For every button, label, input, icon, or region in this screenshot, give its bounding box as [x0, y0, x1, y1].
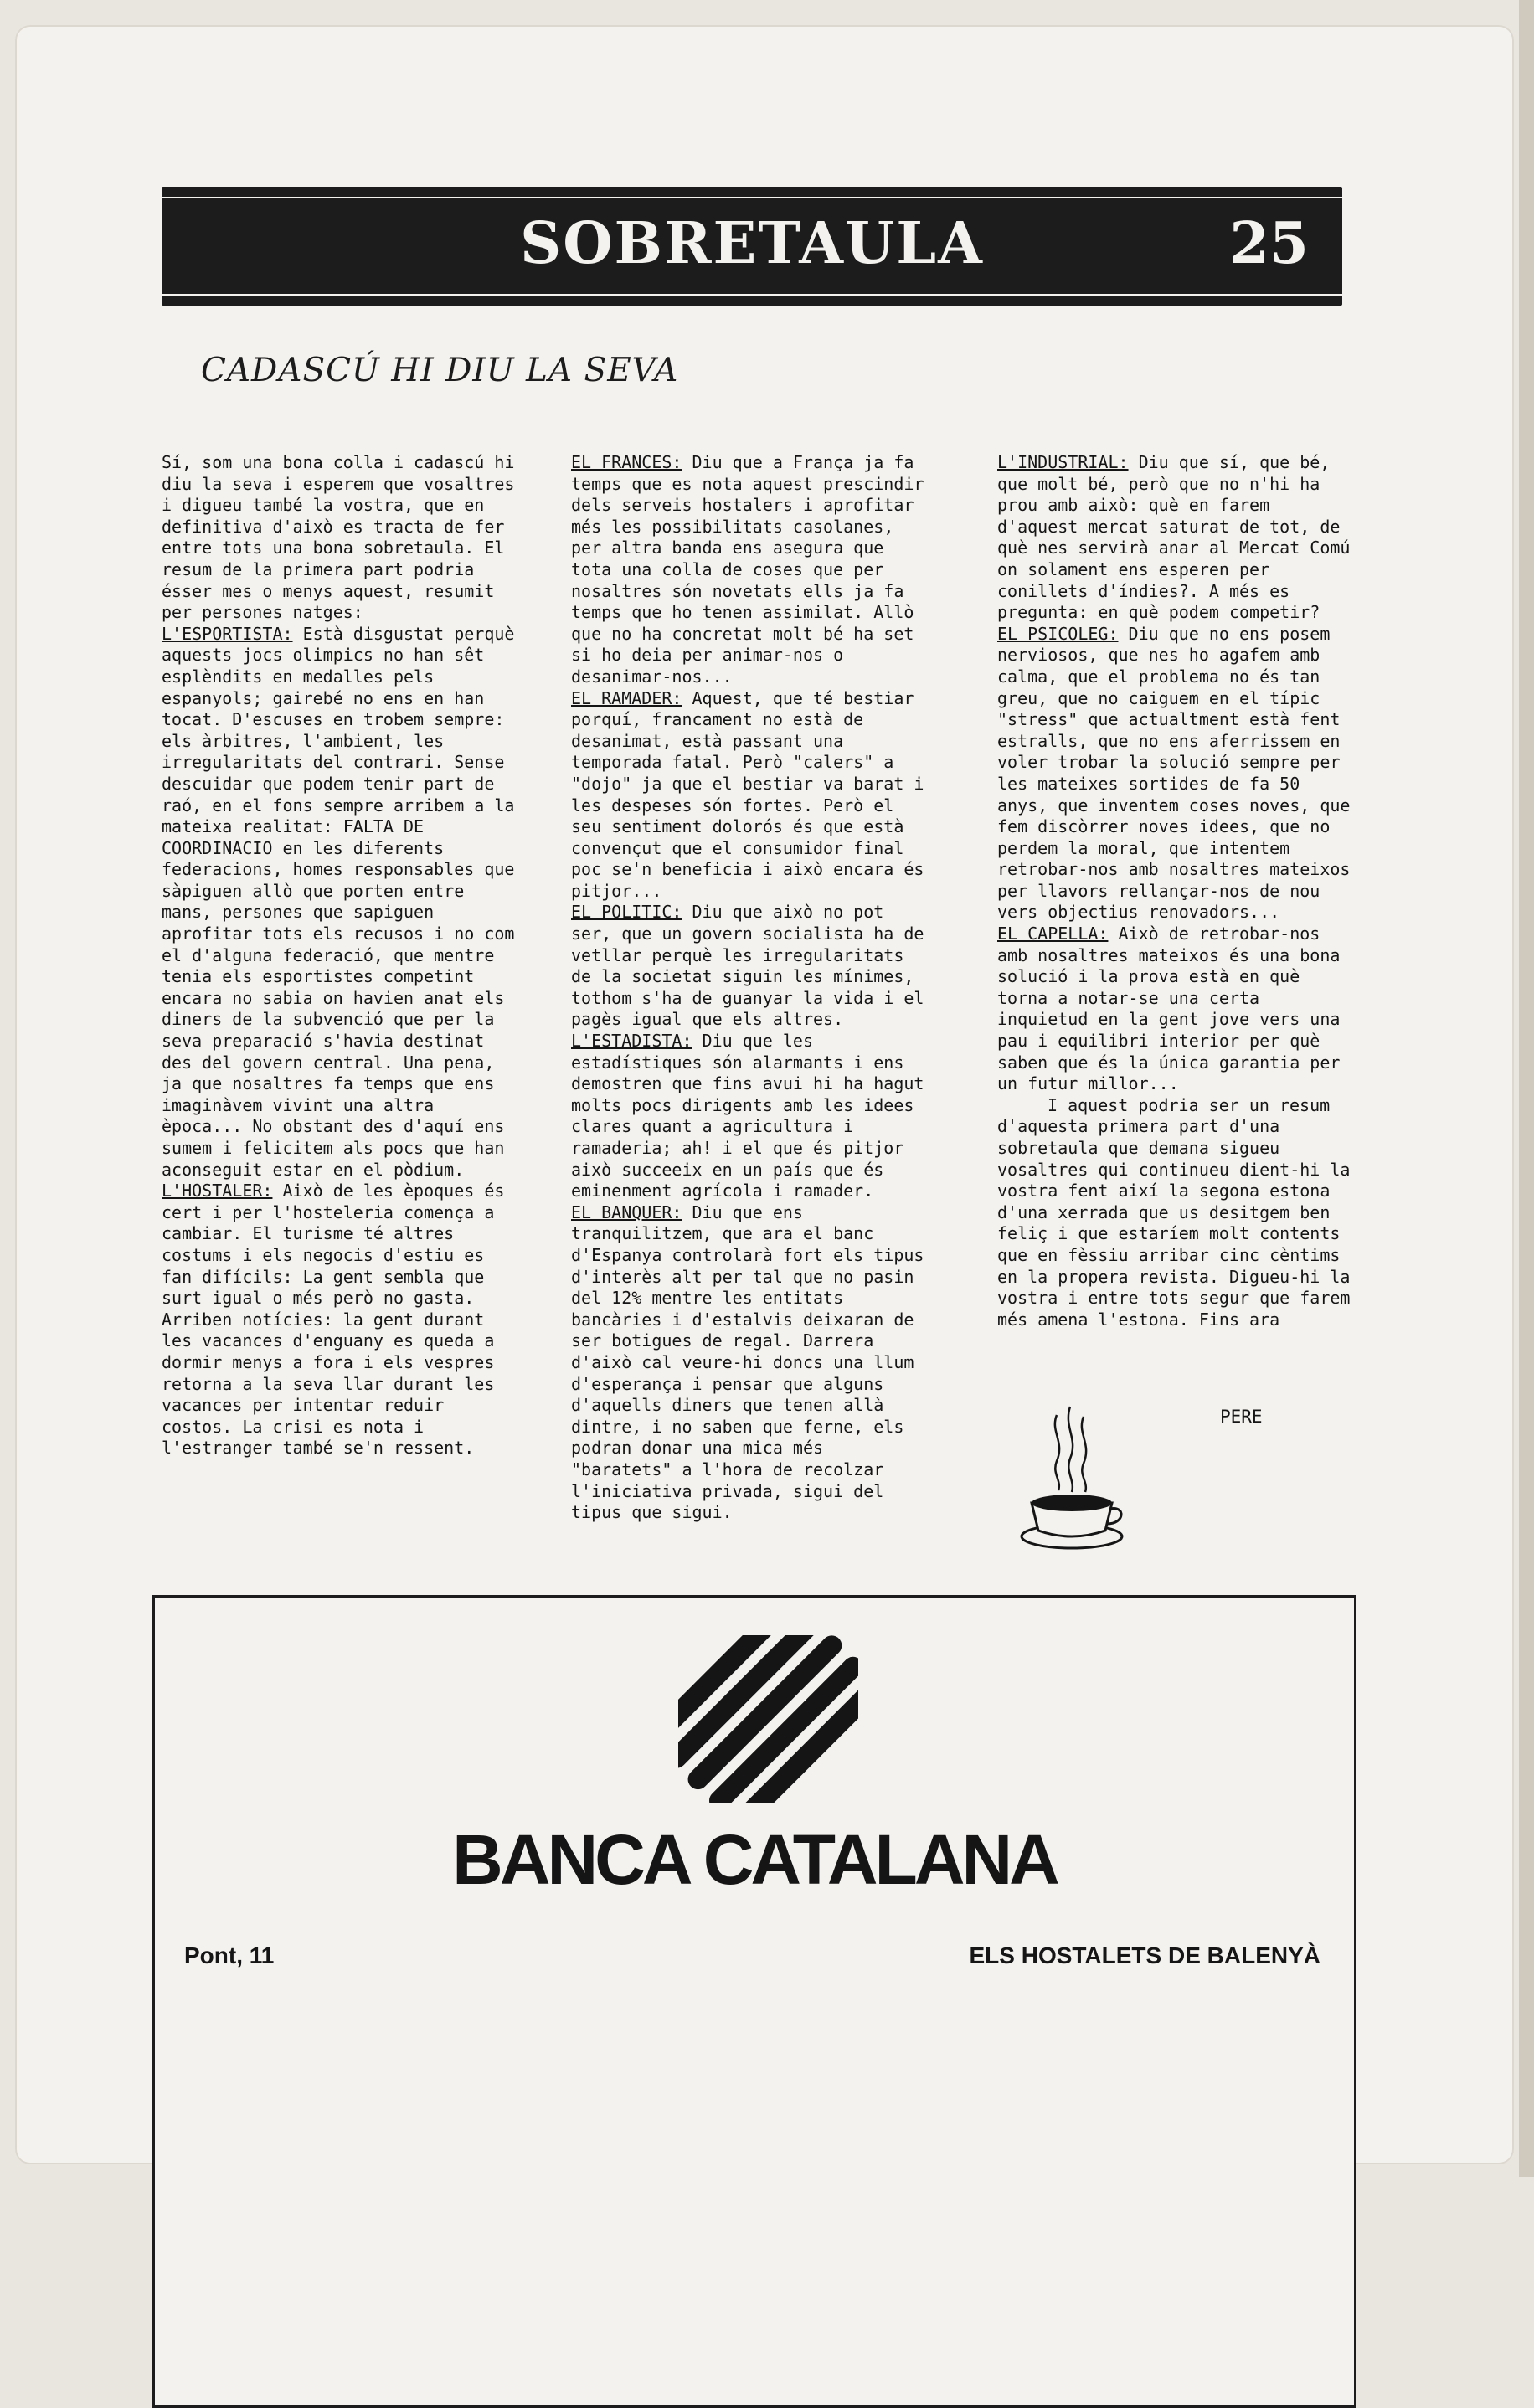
page-number: 25: [1229, 210, 1309, 277]
paragraph-text: Diu que això no pot ser, que un govern socialista ha de vetllar perquè les irregularitats de la societat siguin les mínimes, tothom s'ha de guanyar la vida i el pagès igual que els altres.: [571, 902, 924, 1030]
paragraph-text: Diu que a França ja fa temps que es nota aquest prescindir dels serveis hostalers i aprofitar més les possibilitats casolanes, per altra banda ens asegura que tota una colla de coses que per nosaltres són novetats ells ja fa temps que ho tenen assimilat. Allò que no ha concretat molt bé ha set si ho deia per animar-nos o desanimar-nos...: [571, 452, 924, 687]
speaker-label: L'ESTADISTA:: [571, 1031, 692, 1052]
article-paragraph: [571, 902, 924, 1031]
article-column-3: [997, 452, 1351, 1330]
bank-address: Pont, 11: [184, 1942, 275, 1968]
paragraph-text: Diu que les estadístiques són alarmants i ens demostren que fins avui hi ha hagut molts pocs dirigents amb les idees clares quant a agricultura i ramaderia; ah! i el que és pitjor això succeeix en un país que és eminenment agrícola i ramader.: [571, 1031, 924, 1201]
banca-catalana-ad: [152, 1595, 1356, 2408]
paragraph-text: I aquest podria ser un resum d'aquesta primera part d'una sobretaula que demana sigueu vosaltres qui continueu dient-hi la vostra fent així la segona estona d'una xerrada que us desitgem ben feliç i que estaríem molt contents que en fèssiu arribar cinc cèntims en la propera revista. Digueu-hi la vostra i entre tots segur que farem més amena l'estona. Fins ara: [997, 1094, 1351, 1330]
article-paragraph: [571, 452, 924, 688]
article-paragraph: [162, 452, 515, 624]
article-paragraph: [997, 452, 1351, 624]
article-paragraph: [571, 1031, 924, 1202]
paragraph-text: Diu que sí, que bé, que molt bé, però que no n'hi ha prou amb això: què en farem d'aquest mercat saturat de tot, de què nes servirà anar al Mercat Comú on solament ens esperen per conillets d'índies?. A més es pregunta: en què podem competir?: [997, 452, 1351, 623]
speaker-label: EL RAMADER:: [571, 687, 682, 708]
paragraph-text: Diu que no ens posem nerviosos, que nes ho agafem amb calma, que el problema no és tan greu, que no caiguem en el típic "stress" que actualtment està fent estralls, que no ens aferrissem en voler trobar la solució sempre per les mateixes sortides de fa 50 anys, que inventem coses noves, que fem discòrrer noves idees, que no perdem la moral, que intentem retrobar-nos amb nosaltres mateixos per llavors rellançar-nos de nou vers objectius renovadors...: [997, 623, 1351, 923]
article-paragraph: [997, 924, 1351, 1095]
banca-catalana-logo-icon: [678, 1635, 858, 1803]
speaker-label: L'ESPORTISTA:: [162, 623, 293, 644]
article-paragraph: [571, 688, 924, 903]
coffee-cup-icon: [1013, 1398, 1130, 1553]
speaker-label: EL FRANCES:: [571, 452, 682, 472]
article-signature: PERE: [1220, 1407, 1263, 1427]
paragraph-text: Diu que ens tranquilitzem, que ara el banc d'Espanya controlarà fort els tipus d'interès alt per tal que no pasin del 12% mentre les entitats bancàries i d'estalvis deixaran de ser botigues de regal. Darrera d'això cal veure-hi doncs una llum d'esperança i pensar que alguns d'aquells diners que tenen allà dintre, i no saben que ferne, els podran donar una mica més "baratets" a l'hora de recolzar l'iniciativa privada, sigui del tipus que sigui.: [571, 1201, 924, 1523]
speaker-label: EL CAPELLA:: [997, 924, 1109, 944]
paragraph-text: Sí, som una bona colla i cadascú hi diu la seva i esperem que vosaltres i digueu també la vostra, que en definitiva d'això es tracta de fer entre tots una bona sobretaula. El resum de la primera part podria ésser mes o menys aquest, resumit per persones natges:: [162, 452, 515, 623]
article-paragraph: [162, 624, 515, 1181]
bank-town: ELS HOSTALETS DE BALENYÀ: [969, 1942, 1320, 1968]
article-paragraph: [997, 1095, 1351, 1331]
section-title: SOBRETAULA: [520, 210, 984, 277]
speaker-label: EL POLITIC:: [571, 902, 682, 923]
article-paragraph: [162, 1181, 515, 1459]
paragraph-text: Aquest, que té bestiar porquí, francament no està de desanimat, està passant una temporada fatal. Però "calers" a "dojo" ja que el bestiar va barat i les despeses són fortes. Però el seu sentiment dolorós és que està convençut que el consumidor final poc se'n beneficia i això encara és pitjor...: [571, 687, 924, 901]
article-column-1: [162, 452, 515, 1459]
header-rule-top: [162, 197, 1342, 198]
article-paragraph: [997, 624, 1351, 924]
speaker-label: EL PSICOLEG:: [997, 623, 1119, 644]
paragraph-text: Està disgustat perquè aquests jocs olimpics no han sêt esplèndits en medalles pels espanyols; gairebé no ens en han tocat. D'escuses en trobem sempre: els àrbitres, l'ambient, les irregularitats del contrari. Sense descuidar que podem tenir part de raó, en el fons sempre arribem a la mateixa realitat: FALTA DE COORDINACIO en les diferents federacions, homes responsables que sàpiguen allò que porten entre mans, persones que sapiguen aprofitar tots els recusos i no com el d'alguna federació, que mentre tenia els esportistes competint encara no sabia on havien anat els diners de la subvenció que per la seva preparació s'havia destinat des del govern central. Una pena, ja que nosaltres fa temps que ens imaginàvem vivint una altra època... No obstant des d'aquí ens sumem i felicitem als pocs que han aconseguit estar en el pòdium.: [162, 623, 515, 1180]
page-edge: [1519, 0, 1534, 2177]
article-paragraph: [571, 1202, 924, 1524]
bank-name: BANCA CATALANA: [452, 1820, 1057, 1899]
article-column-2: [571, 452, 924, 1524]
paragraph-text: Això de les èpoques és cert i per l'hosteleria comença a cambiar. El turisme té altres costums i els negocis d'estiu es fan difícils: La gent sembla que surt igual o més però no gasta. Arriben notícies: la gent durant les vacances d'enguany es queda a dormir menys a fora i els vespres retorna a la seva llar durant les vacances per intentar reduir costos. La crisi es nota i l'estranger també se'n ressent.: [162, 1181, 505, 1459]
speaker-label: EL BANQUER:: [571, 1201, 682, 1222]
section-header: [162, 187, 1342, 306]
header-rule-bottom: [162, 294, 1342, 296]
speaker-label: L'INDUSTRIAL:: [997, 452, 1129, 472]
speaker-label: L'HOSTALER:: [162, 1181, 273, 1201]
article-title: CADASCÚ HI DIU LA SEVA: [201, 352, 679, 389]
paragraph-text: Això de retrobar-nos amb nosaltres mateixos és una bona solució i la prova està en què torna a notar-se una certa inquietud en la gent jove vers una pau i equilibri interior per què saben que és la única garantia per un futur millor...: [997, 924, 1341, 1094]
